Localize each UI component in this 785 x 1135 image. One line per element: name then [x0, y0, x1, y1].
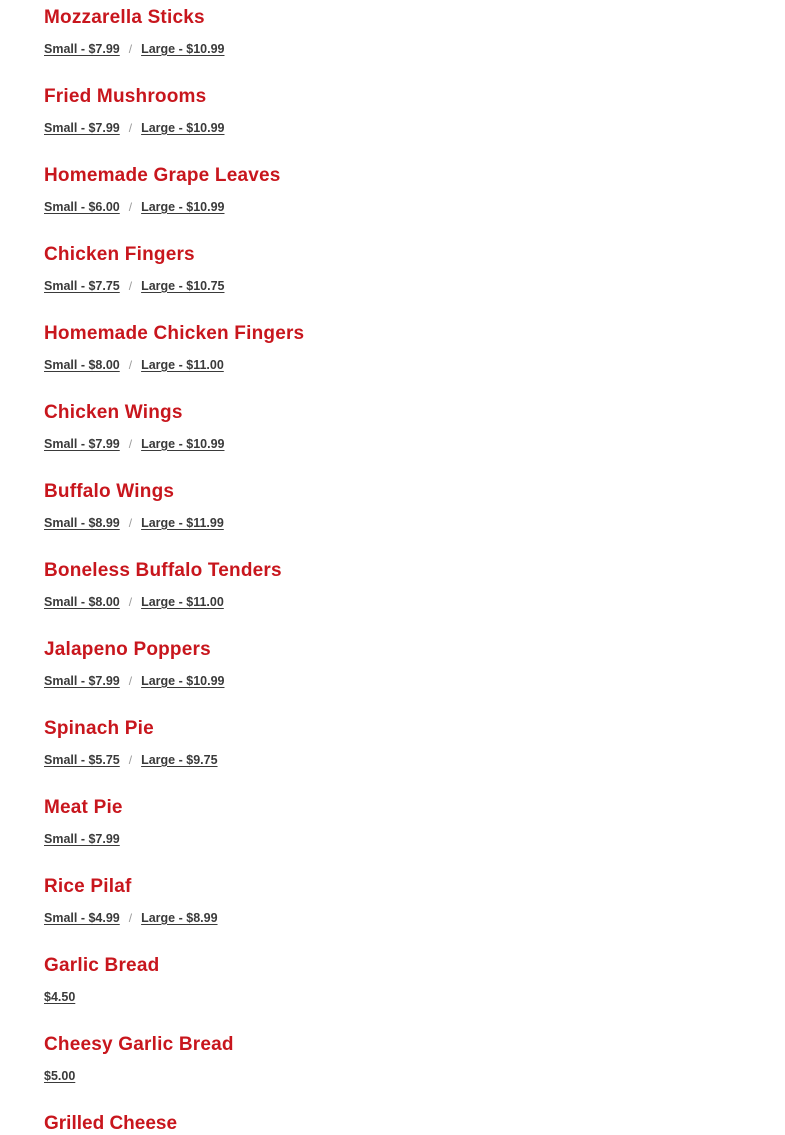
price-option-large[interactable]: Large - $10.99	[141, 42, 225, 56]
price-option-large[interactable]: Large - $11.00	[141, 358, 224, 372]
price-option-first[interactable]: Small - $8.00	[44, 358, 120, 372]
menu-item	[44, 237, 764, 316]
price-option-first[interactable]: Small - $7.99	[44, 121, 120, 135]
price-separator: /	[128, 358, 133, 372]
price-option-first[interactable]: Small - $7.99	[44, 437, 120, 451]
menu-item-name: Spinach Pie	[44, 718, 154, 739]
price-options	[44, 753, 218, 767]
price-option-first[interactable]: $4.50	[44, 990, 76, 1004]
price-options	[44, 990, 75, 1004]
menu-item-name: Rice Pilaf	[44, 876, 132, 897]
price-option-first[interactable]: Small - $7.75	[44, 279, 120, 293]
price-separator: /	[128, 753, 133, 767]
price-option-first[interactable]: Small - $4.99	[44, 911, 120, 925]
menu-item-name: Homemade Chicken Fingers	[44, 323, 305, 344]
price-options	[44, 1069, 75, 1083]
price-option-large[interactable]: Large - $11.00	[141, 595, 224, 609]
price-options	[44, 911, 218, 925]
price-option-first[interactable]: $5.00	[44, 1069, 76, 1083]
price-options	[44, 832, 120, 846]
price-option-large[interactable]: Large - $10.75	[141, 279, 225, 293]
price-separator: /	[128, 121, 133, 135]
price-option-large[interactable]: Large - $10.99	[141, 200, 225, 214]
menu-item-name: Boneless Buffalo Tenders	[44, 560, 282, 581]
price-separator: /	[128, 595, 133, 609]
price-option-first[interactable]: Small - $7.99	[44, 674, 120, 688]
menu-item	[44, 316, 764, 395]
price-option-large[interactable]: Large - $10.99	[141, 121, 225, 135]
price-option-first[interactable]: Small - $7.99	[44, 42, 120, 56]
price-option-first[interactable]: Small - $5.75	[44, 753, 120, 767]
price-option-large[interactable]: Large - $11.99	[141, 516, 224, 530]
menu-item	[44, 632, 764, 711]
price-option-large[interactable]: Large - $10.99	[141, 437, 225, 451]
menu-item-name: Meat Pie	[44, 797, 123, 818]
menu-item-name: Chicken Wings	[44, 402, 183, 423]
price-options	[44, 674, 224, 688]
menu-item-name: Grilled Cheese	[44, 1113, 178, 1134]
menu-item	[44, 711, 764, 790]
price-separator: /	[128, 279, 133, 293]
price-option-large[interactable]: Large - $9.75	[141, 753, 218, 767]
price-options	[44, 437, 224, 451]
menu-item	[44, 474, 764, 553]
price-options	[44, 279, 224, 293]
menu-item-name: Buffalo Wings	[44, 481, 175, 502]
price-options	[44, 595, 224, 609]
price-option-first[interactable]: Small - $7.99	[44, 832, 120, 846]
price-separator: /	[128, 516, 133, 530]
menu-item-partial	[44, 1113, 244, 1134]
menu-item-name: Garlic Bread	[44, 955, 160, 976]
menu-item-name: Mozzarella Sticks	[44, 7, 205, 28]
price-options	[44, 358, 224, 372]
price-option-first[interactable]: Small - $8.99	[44, 516, 120, 530]
menu-item	[44, 553, 764, 632]
menu-item	[44, 790, 764, 869]
menu-item-name: Fried Mushrooms	[44, 86, 207, 107]
price-separator: /	[128, 42, 133, 56]
price-option-large[interactable]: Large - $8.99	[141, 911, 218, 925]
menu-item	[44, 79, 764, 158]
price-separator: /	[128, 200, 133, 214]
price-options	[44, 200, 224, 214]
price-option-first[interactable]: Small - $6.00	[44, 200, 120, 214]
price-separator: /	[128, 437, 133, 451]
menu-item	[44, 0, 764, 79]
menu-item	[44, 948, 764, 1027]
price-options	[44, 42, 224, 56]
menu-item	[44, 395, 764, 474]
price-options	[44, 121, 224, 135]
menu-item	[44, 869, 764, 948]
menu-item-name: Cheesy Garlic Bread	[44, 1034, 234, 1055]
price-options	[44, 516, 224, 530]
menu-item-name: Homemade Grape Leaves	[44, 165, 281, 186]
price-option-first[interactable]: Small - $8.00	[44, 595, 120, 609]
menu-item-name: Chicken Fingers	[44, 244, 195, 265]
price-option-large[interactable]: Large - $10.99	[141, 674, 225, 688]
price-separator: /	[128, 674, 133, 688]
menu-item	[44, 158, 764, 237]
menu-item	[44, 1027, 764, 1106]
menu-item-name: Jalapeno Poppers	[44, 639, 211, 660]
price-separator: /	[128, 911, 133, 925]
